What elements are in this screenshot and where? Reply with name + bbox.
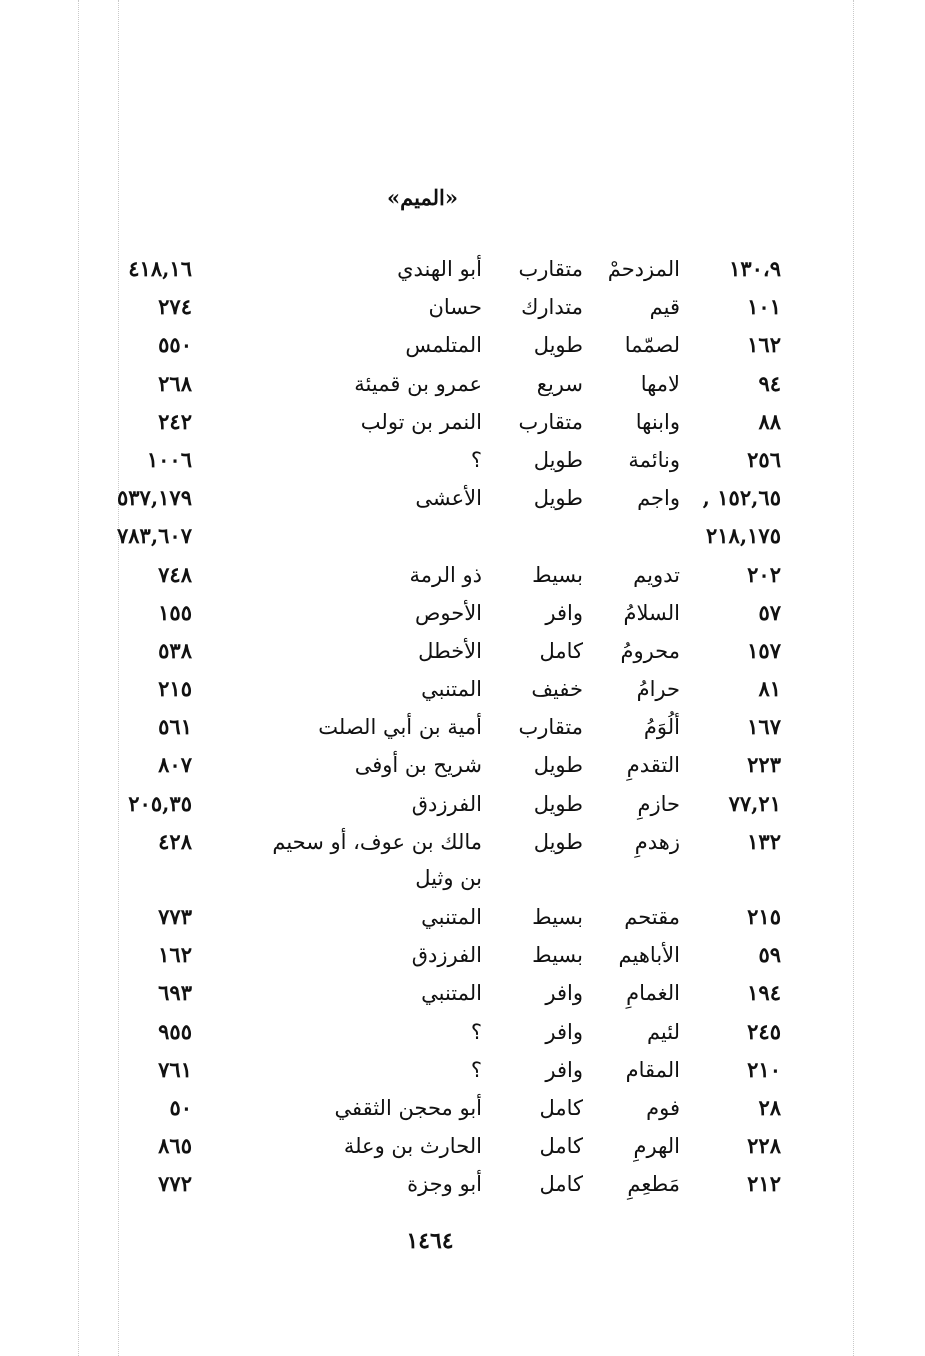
index-table xyxy=(0,250,925,1204)
rhyme-word: لامها xyxy=(640,371,680,396)
table-row xyxy=(0,670,925,708)
meter-name: طويل xyxy=(533,333,583,358)
meter-name: طويل xyxy=(533,753,583,778)
source-ref: ٢٠٥,٣٥ xyxy=(128,790,192,816)
verse-page-ref: ١٥٧ xyxy=(747,637,781,663)
meter-name: كامل xyxy=(539,1134,583,1159)
rhyme-word: فوم xyxy=(646,1095,680,1120)
rhyme-word: التقدمِ xyxy=(626,753,680,778)
source-ref: ٢٧٤ xyxy=(158,294,192,320)
meter-name: متقارب xyxy=(518,409,583,434)
meter-name: طويل xyxy=(533,829,583,854)
poet-name: ؟ xyxy=(470,1057,482,1082)
source-ref: ٨٦٥ xyxy=(158,1133,192,1159)
source-ref: ٧٦١ xyxy=(158,1056,192,1082)
meter-name: وافر xyxy=(545,1019,583,1044)
verse-page-ref: ٢٨ xyxy=(758,1094,781,1120)
source-ref: ٤٢٨ xyxy=(158,828,192,854)
table-row xyxy=(0,594,925,632)
source-ref: ١٥٥ xyxy=(158,599,192,625)
table-row xyxy=(0,326,925,364)
table-row xyxy=(0,708,925,746)
rhyme-word: ونائمة xyxy=(628,447,680,472)
poet-name: أبو وجزة xyxy=(407,1172,482,1197)
rhyme-word: محرومُ xyxy=(620,638,680,663)
table-row xyxy=(0,785,925,823)
poet-name: الأعشى xyxy=(415,486,482,511)
verse-page-ref: ٢٢٨ xyxy=(747,1133,781,1159)
poet-name: عمرو بن قميئة xyxy=(354,371,482,396)
poet-name: المتنبي xyxy=(421,905,482,929)
rhyme-word: الأباهيم xyxy=(618,943,680,968)
table-row xyxy=(0,479,925,517)
source-ref: ٩٥٥ xyxy=(158,1018,192,1044)
verse-page-ref: ٨٨ xyxy=(758,408,781,434)
meter-name: طويل xyxy=(533,791,583,816)
verse-page-ref: ٢١٥ xyxy=(747,904,781,929)
rhyme-word: الغمامِ xyxy=(626,981,680,1006)
source-ref: ٢٤٢ xyxy=(158,408,192,434)
poet-name: المتلمس xyxy=(405,333,482,358)
meter-name: كامل xyxy=(539,1172,583,1197)
meter-name: طويل xyxy=(533,447,583,472)
verse-page-ref: ٢٤٥ xyxy=(747,1018,781,1044)
poet-name: الفرزدق xyxy=(411,943,482,968)
table-row xyxy=(0,1051,925,1089)
table-row xyxy=(0,556,925,594)
rhyme-word: حرامُ xyxy=(636,677,680,702)
meter-name: متقارب xyxy=(518,715,583,740)
poet-name: الحارث بن وعلة xyxy=(343,1134,482,1159)
rhyme-word: قيم xyxy=(649,295,680,320)
rhyme-word: ألُوَمُ xyxy=(643,715,680,740)
meter-name: خفيف xyxy=(531,677,583,702)
poet-name: ؟ xyxy=(470,447,482,472)
poet-name: المتنبي xyxy=(421,981,482,1006)
source-ref: ٢٦٨ xyxy=(158,370,192,396)
meter-name: وافر xyxy=(545,600,583,625)
verse-page-ref: ٨١ xyxy=(758,676,781,702)
verse-page-ref: ٢١٢ xyxy=(747,1171,781,1197)
verse-page-ref: ١٣٠،٩ xyxy=(729,256,781,281)
verse-page-ref: ٢٠٢ xyxy=(747,561,781,587)
table-row xyxy=(0,936,925,974)
rhyme-word: مَطعِمِ xyxy=(627,1172,680,1197)
verse-page-ref: ٧٧,٢١ xyxy=(728,790,781,816)
meter-name: كامل xyxy=(539,1095,583,1120)
source-ref: ٧٧٣ xyxy=(158,904,192,929)
rhyme-word: لصمّما xyxy=(624,333,680,358)
meter-name: بسيط xyxy=(532,943,583,968)
source-ref: ٦٩٣ xyxy=(158,980,192,1006)
rhyme-word: السلامُ xyxy=(623,600,680,625)
poet-name: مالك بن عوف، أو سحيم xyxy=(272,829,482,854)
verse-page-ref: ٩٤ xyxy=(758,370,781,396)
table-row xyxy=(0,403,925,441)
meter-name: كامل xyxy=(539,638,583,663)
poet-name: الأخطل xyxy=(418,638,482,663)
verse-page-ref: ١٣٢ xyxy=(747,828,781,854)
source-ref: ٥٠ xyxy=(169,1094,192,1120)
poet-name: ذو الرمة xyxy=(409,562,482,587)
rhyme-word: تدويم xyxy=(633,562,680,587)
table-row xyxy=(0,746,925,784)
meter-name: طويل xyxy=(533,486,583,511)
poet-name: أبو الهندي xyxy=(397,257,482,281)
rhyme-word: المزدحمْ xyxy=(607,257,680,281)
table-row xyxy=(0,898,925,936)
verse-page-ref: ١٩٤ xyxy=(747,980,781,1006)
table-row xyxy=(0,1089,925,1127)
rhyme-word: الهرمِ xyxy=(633,1134,680,1159)
meter-name: وافر xyxy=(545,981,583,1006)
rhyme-word: مقتحم xyxy=(624,905,680,929)
poet-name: النمر بن تولب xyxy=(360,409,482,434)
table-row xyxy=(0,823,925,861)
rhyme-word: واجم xyxy=(637,486,680,511)
meter-name: بسيط xyxy=(532,905,583,929)
source-ref: ٧٧٢ xyxy=(158,1171,192,1197)
rhyme-word: حازمِ xyxy=(637,791,680,816)
table-row xyxy=(0,1127,925,1165)
verse-page-ref: ١٦٧ xyxy=(747,714,781,740)
page-number: ١٤٦٤ xyxy=(406,1228,454,1254)
source-ref: ٥٣٧,١٧٩ xyxy=(117,485,192,511)
source-ref: ٤١٨,١٦ xyxy=(128,256,192,281)
table-row xyxy=(0,1165,925,1203)
poet-name: الفرزدق xyxy=(411,791,482,816)
table-row xyxy=(0,861,925,898)
table-row xyxy=(0,517,925,555)
poet-name: المتنبي xyxy=(421,677,482,702)
verse-page-ref: ١٦٢ xyxy=(747,332,781,358)
poet-name: أبو محجن الثقفي xyxy=(334,1095,482,1120)
rhyme-word: زهدمِ xyxy=(634,829,680,854)
source-ref: ٥٣٨ xyxy=(158,637,192,663)
verse-page-ref: ٥٩ xyxy=(758,942,781,968)
table-row xyxy=(0,250,925,288)
source-ref: ٧٨٣,٦٠٧ xyxy=(117,523,192,549)
verse-page-ref: ١٥٢,٦٥ , xyxy=(702,485,781,511)
poet-name: الأحوص xyxy=(414,600,482,625)
meter-name: متدارك xyxy=(521,295,583,320)
verse-page-ref: ٢٢٣ xyxy=(747,752,781,778)
verse-page-ref: ١٠١ xyxy=(747,294,781,320)
meter-name: سريع xyxy=(536,371,583,396)
table-row xyxy=(0,632,925,670)
meter-name: متقارب xyxy=(518,257,583,281)
table-row xyxy=(0,974,925,1012)
table-row xyxy=(0,288,925,326)
poet-name: شريح بن أوفى xyxy=(354,753,482,778)
source-ref: ١٠٠٦ xyxy=(146,446,192,472)
table-row xyxy=(0,441,925,479)
table-row xyxy=(0,365,925,403)
source-ref: ٥٥٠ xyxy=(158,332,192,358)
source-ref: ١٦٢ xyxy=(158,942,192,968)
poet-name: بن وثيل xyxy=(415,866,482,890)
source-ref: ٥٦١ xyxy=(158,714,192,740)
rhyme-word: لئيم xyxy=(646,1019,680,1044)
rhyme-word: المقام xyxy=(625,1057,680,1082)
poet-name: ؟ xyxy=(470,1019,482,1044)
rhyme-word: وابنها xyxy=(635,409,680,434)
poet-name: حسان xyxy=(428,295,482,320)
source-ref: ٧٤٨ xyxy=(158,561,192,587)
verse-page-ref: ٢٥٦ xyxy=(747,446,781,472)
source-ref: ٨٠٧ xyxy=(158,752,192,778)
meter-name: بسيط xyxy=(532,562,583,587)
source-ref: ٢١٥ xyxy=(158,676,192,702)
table-row xyxy=(0,1013,925,1051)
verse-page-ref: ٢١٨,١٧٥ xyxy=(706,523,781,549)
section-title: «الميم» xyxy=(387,185,458,210)
verse-page-ref: ٥٧ xyxy=(758,599,781,625)
meter-name: وافر xyxy=(545,1057,583,1082)
poet-name: أمية بن أبي الصلت xyxy=(318,715,482,740)
verse-page-ref: ٢١٠ xyxy=(747,1056,781,1082)
